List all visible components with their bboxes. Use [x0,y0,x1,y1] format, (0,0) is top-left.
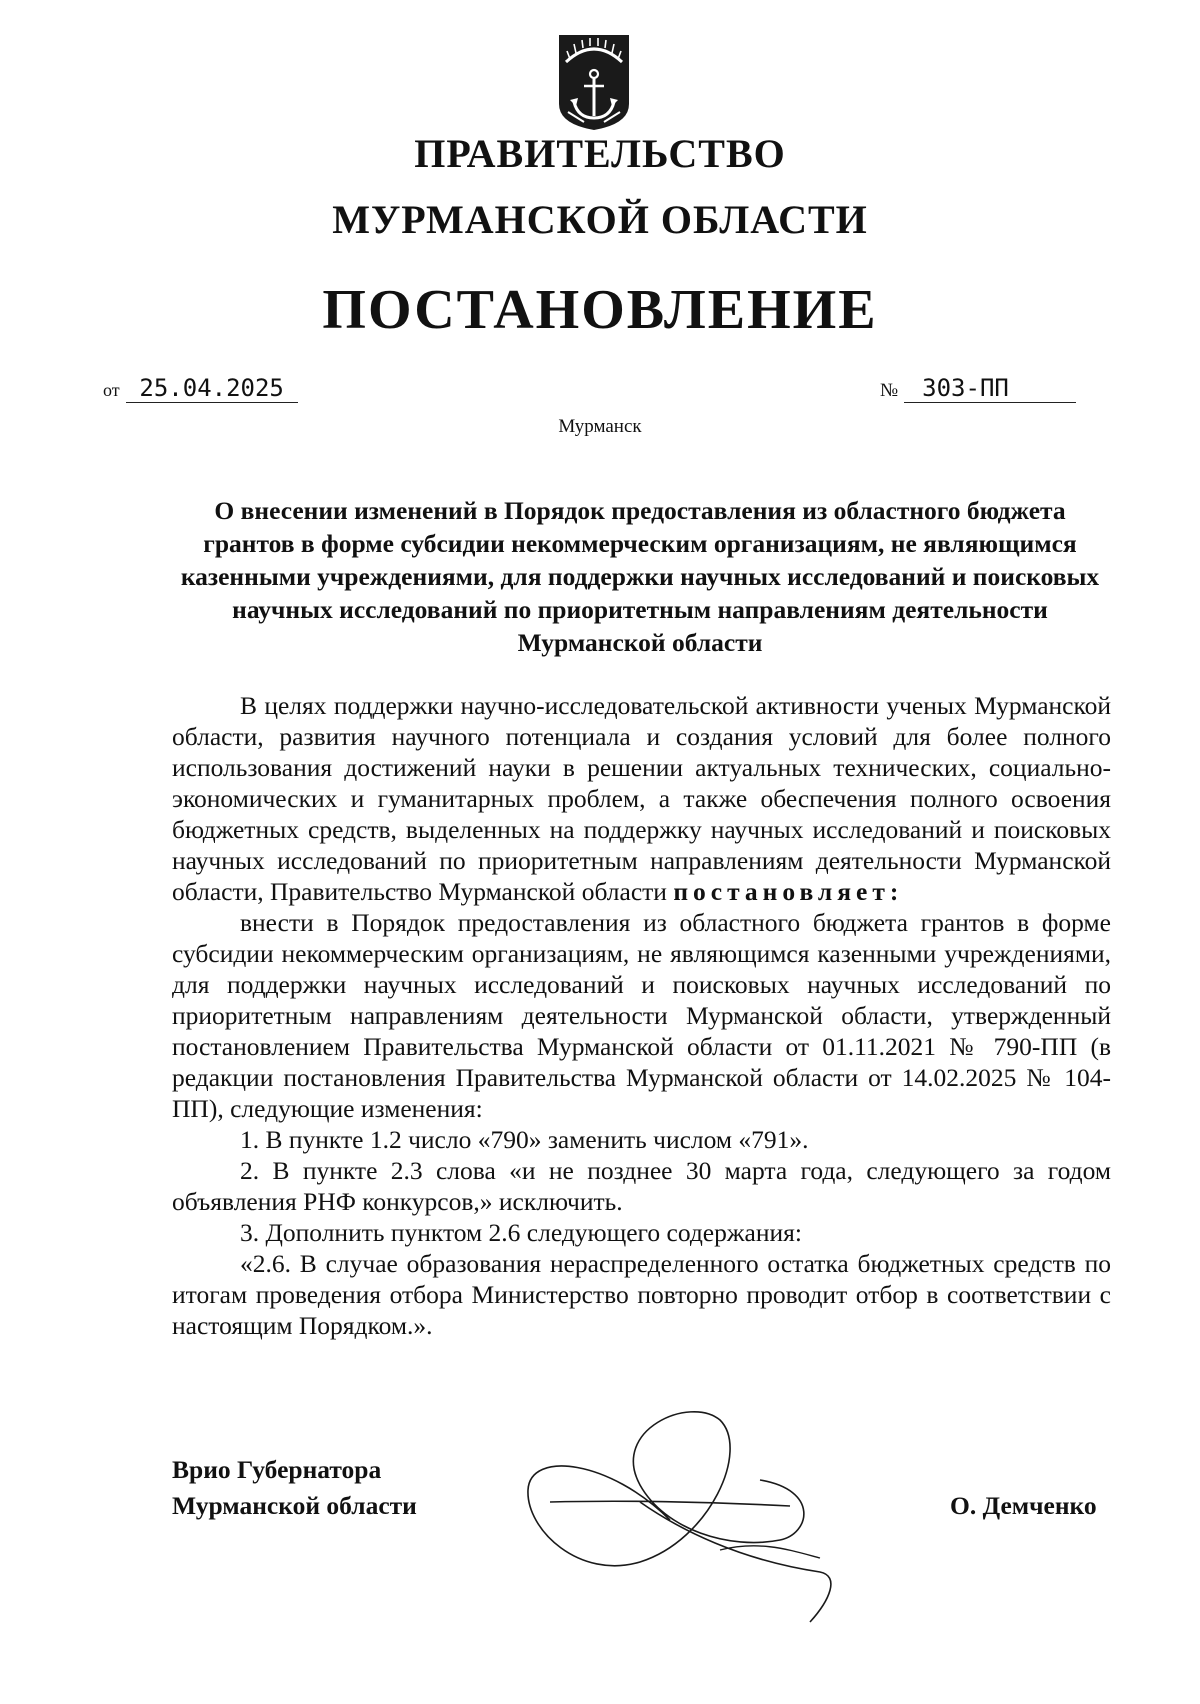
amendment-item-3-text: «2.6. В случае образования нераспределенного остатка бюджетных средств по итогам проведения отбора Министерство повторно проводит отбор в соответствии с настоящим Порядком.». [172,1249,1111,1340]
signatory-position-line1: Врио Губернатора [172,1455,382,1484]
handwritten-signature-icon [520,1390,890,1630]
document-type: ПОСТАНОВЛЕНИЕ [322,279,878,341]
signatory-position-line2: Мурманской области [172,1491,417,1520]
preamble-paragraph [172,690,1111,907]
government-title-line2: МУРМАНСКОЙ ОБЛАСТИ [332,197,868,242]
resolve-word: постановляет: [673,877,904,906]
amendment-item-1: 1. В пункте 1.2 число «790» заменить числом «791». [240,1125,809,1154]
document-subject: О внесении изменений в Порядок предоставления из областного бюджета грантов в форме субсидии некоммерческим организациям, не являющимся казенными учреждениями, для поддержки научных исследований и поисковых научных исследований по приоритетным направлениям деятельности Мурманской области [180,496,1100,657]
amendment-item-3: 3. Дополнить пунктом 2.6 следующего содержания: [240,1218,802,1247]
document-date: 25.04.2025 [126,374,298,403]
signatory-name: О. Демченко [950,1491,1097,1520]
number-block [880,374,1076,403]
murmansk-coat-of-arms-icon [556,32,632,132]
city: Мурманск [558,416,642,437]
date-prefix: от [103,380,120,400]
document-number: 303-ПП [904,374,1076,403]
signatory-position [172,1452,417,1524]
amendment-item-2: 2. В пункте 2.3 слова «и не позднее 30 марта года, следующего за годом объявления РНФ конкурсов,» исключить. [172,1156,1111,1216]
intro-paragraph: внести в Порядок предоставления из областного бюджета грантов в форме субсидии некоммерческим организациям, не являющимся казенными учреждениями, для поддержки научных исследований и поисковых научных исследований по приоритетным направлениям деятельности Мурманской области, утвержденный постановлением Правительства Мурманской области от 01.11.2021 № 790-ПП (в редакции постановления Правительства Мурманской области от 14.02.2025 № 104-ПП), следующие изменения: [172,908,1111,1123]
preamble-text: В целях поддержки научно-исследовательской активности ученых Мурманской области, развития научного потенциала и создания условий для более полного использования достижений науки в решении актуальных технических, социально-экономических и гуманитарных проблем, а также обеспечения полного освоения бюджетных средств, выделенных на поддержку научных исследований и поисковых научных исследований по приоритетным направлениям деятельности Мурманской области, Правительство Мурманской области [172,691,1111,906]
date-block [103,374,298,403]
government-title-line1: ПРАВИТЕЛЬСТВО [414,131,786,176]
number-prefix: № [880,380,899,401]
document-body [172,690,1111,1341]
